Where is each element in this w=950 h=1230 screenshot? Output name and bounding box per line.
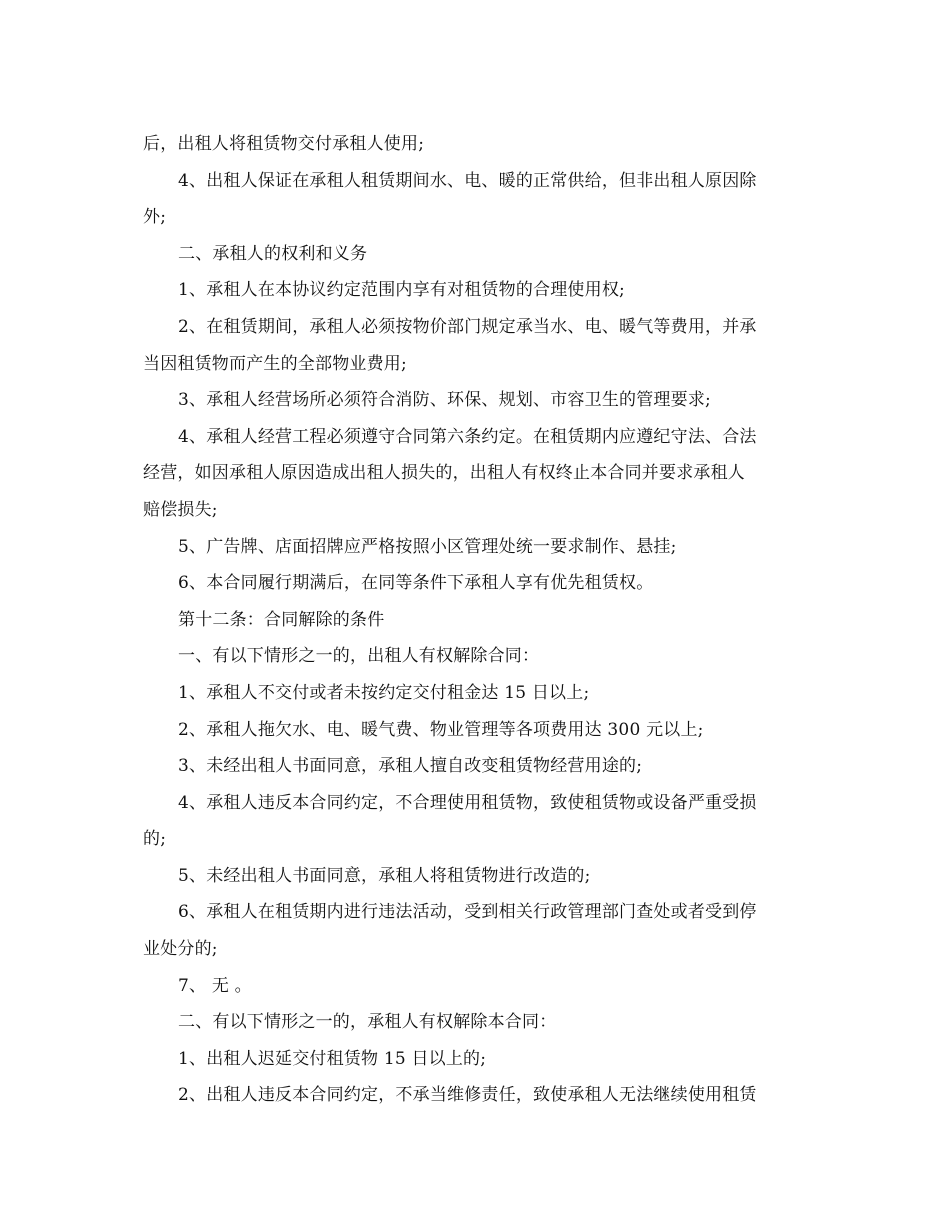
text-line: 当因租赁物而产生的全部物业费用; [143, 353, 407, 374]
section-heading: 二、承租人的权利和义务 [178, 243, 368, 264]
text-line: 经营，如因承租人原因造成出租人损失的，出租人有权终止本合同并要求承租人 [143, 463, 745, 484]
text-line: 7、 无 。 [178, 975, 252, 996]
text-line: 3、承租人经营场所必须符合消防、环保、规划、市容卫生的管理要求; [178, 390, 711, 411]
text-line: 4、承租人经营工程必须遵守合同第六条约定。在租赁期内应遵纪守法、合法 [178, 426, 757, 447]
text-line: 赔偿损失; [143, 499, 218, 520]
text-line: 2、承租人拖欠水、电、暖气费、物业管理等各项费用达 300 元以上; [178, 719, 704, 740]
section-heading: 二、有以下情形之一的，承租人有权解除本合同： [178, 1012, 557, 1033]
text-line: 5、广告牌、店面招牌应严格按照小区管理处统一要求制作、悬挂; [178, 536, 677, 557]
text-line: 6、本合同履行期满后，在同等条件下承租人享有优先租赁权。 [178, 573, 654, 594]
text-line: 1、承租人在本协议约定范围内享有对租赁物的合理使用权; [178, 280, 625, 301]
text-line: 2、出租人违反本合同约定，不承当维修责任，致使承租人无法继续使用租赁 [178, 1085, 757, 1106]
text-line: 5、未经出租人书面同意，承租人将租赁物进行改造的; [178, 865, 591, 886]
section-heading: 一、有以下情形之一的，出租人有权解除合同： [178, 646, 540, 667]
text-line: 的; [143, 829, 167, 850]
text-line: 后，出租人将租赁物交付承租人使用; [143, 134, 425, 154]
text-line: 6、承租人在租赁期内进行违法活动，受到相关行政管理部门查处或者受到停 [178, 902, 757, 923]
text-line: 4、出租人保证在承租人租赁期间水、电、暖的正常供给，但非出租人原因除 [178, 170, 757, 191]
article-heading: 第十二条：合同解除的条件 [178, 609, 385, 630]
text-line: 业处分的; [143, 939, 218, 960]
text-line: 3、未经出租人书面同意，承租人擅自改变租赁物经营用途的; [178, 756, 643, 777]
text-line: 1、出租人迟延交付租赁物 15 日以上的; [178, 1048, 487, 1069]
text-line: 4、承租人违反本合同约定，不合理使用租赁物，致使租赁物或设备严重受损 [178, 792, 757, 813]
text-line: 2、在租赁期间，承租人必须按物价部门规定承当水、电、暖气等费用，并承 [178, 316, 757, 337]
text-line: 1、承租人不交付或者未按约定交付租金达 15 日以上; [178, 682, 590, 703]
document-page [143, 126, 813, 1114]
text-line: 外; [143, 207, 167, 228]
